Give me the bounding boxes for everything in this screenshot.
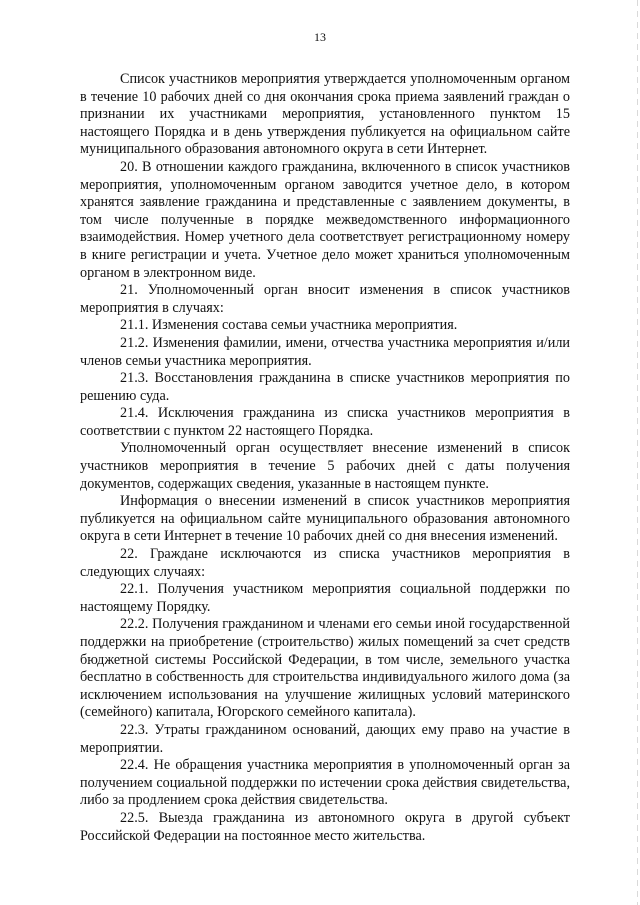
paragraph-participants-list: Список участников мероприятия утверждается уполномоченным органом в течение 10 рабочих дней со дня окончания срока приема заявлений граждан о признании их участниками мероприятия, установленного пунктом 15 настоящего Порядка и в день утверждения публикуется на официальном сайте муниципального образования автономного округа в сети Интернет.: [80, 71, 570, 158]
page-number: 13: [314, 30, 326, 44]
document-body: [80, 71, 570, 845]
paragraph-21-3: 21.3. Восстановления гражданина в списке участников мероприятия по решению суда.: [80, 370, 570, 404]
paragraph-20: 20. В отношении каждого гражданина, включенного в список участников мероприятия, уполномоченным органом заводится учетное дело, в котором хранятся заявление гражданина и представленные с заявлением документы, в том числе полученные в порядке межведомственного информационного взаимодействия. Номер учетного дела соответствует регистрационному номеру в книге регистрации и учета. Учетное дело может храниться уполномоченным органом в электронном виде.: [80, 158, 570, 281]
paragraph-22-3: 22.3. Утраты гражданином оснований, дающих ему право на участие в мероприятии.: [80, 721, 570, 756]
paragraph-22-4: 22.4. Не обращения участника мероприятия в уполномоченный орган за получением социальной поддержки по истечении срока действия свидетельства, либо за продлением срока действия свидетельства.: [80, 757, 570, 809]
paragraph-21-4: 21.4. Исключения гражданина из списка участников мероприятия в соответствии с пунктом 22 настоящего Порядка.: [80, 405, 570, 439]
paragraph-21-1: 21.1. Изменения состава семьи участника мероприятия.: [120, 317, 458, 334]
paragraph-22-5: 22.5. Выезда гражданина из автономного округа в другой субъект Российской Федерации на постоянное место жительства.: [80, 809, 570, 844]
scan-edge-mark: [637, 0, 638, 905]
paragraph-22-2: 22.2. Получения гражданином и членами его семьи иной государственной поддержки на приобретение (строительство) жилых помещений за счет средств бюджетной системы Российской Федерации, в том числе, земельного участка бесплатно в собственность для строительства индивидуального жилого дома (за исключением использования на улучшение жилищных условий материнского (семейного) капитала, Югорского семейного капитала).: [80, 616, 570, 721]
paragraph-21: 21. Уполномоченный орган вносит изменения в список участников мероприятия в случаях:: [80, 282, 570, 316]
paragraph-changes-publication: Информация о внесении изменений в список участников мероприятия публикуется на официальном сайте муниципального образования автономного округа в сети Интернет в течение 10 рабочих дней со дня внесения изменений.: [80, 493, 570, 545]
paragraph-22-1: 22.1. Получения участником мероприятия социальной поддержки по настоящему Порядку.: [80, 581, 570, 615]
paragraph-21-2: 21.2. Изменения фамилии, имени, отчества участника мероприятия и/или членов семьи участника мероприятия.: [80, 334, 570, 369]
paragraph-22: 22. Граждане исключаются из списка участников мероприятия в следующих случаях:: [80, 546, 570, 580]
paragraph-changes-term: Уполномоченный орган осуществляет внесение изменений в список участников мероприятия в течение 5 рабочих дней с даты получения документов, содержащих сведения, указанные в настоящем пункте.: [80, 440, 570, 492]
